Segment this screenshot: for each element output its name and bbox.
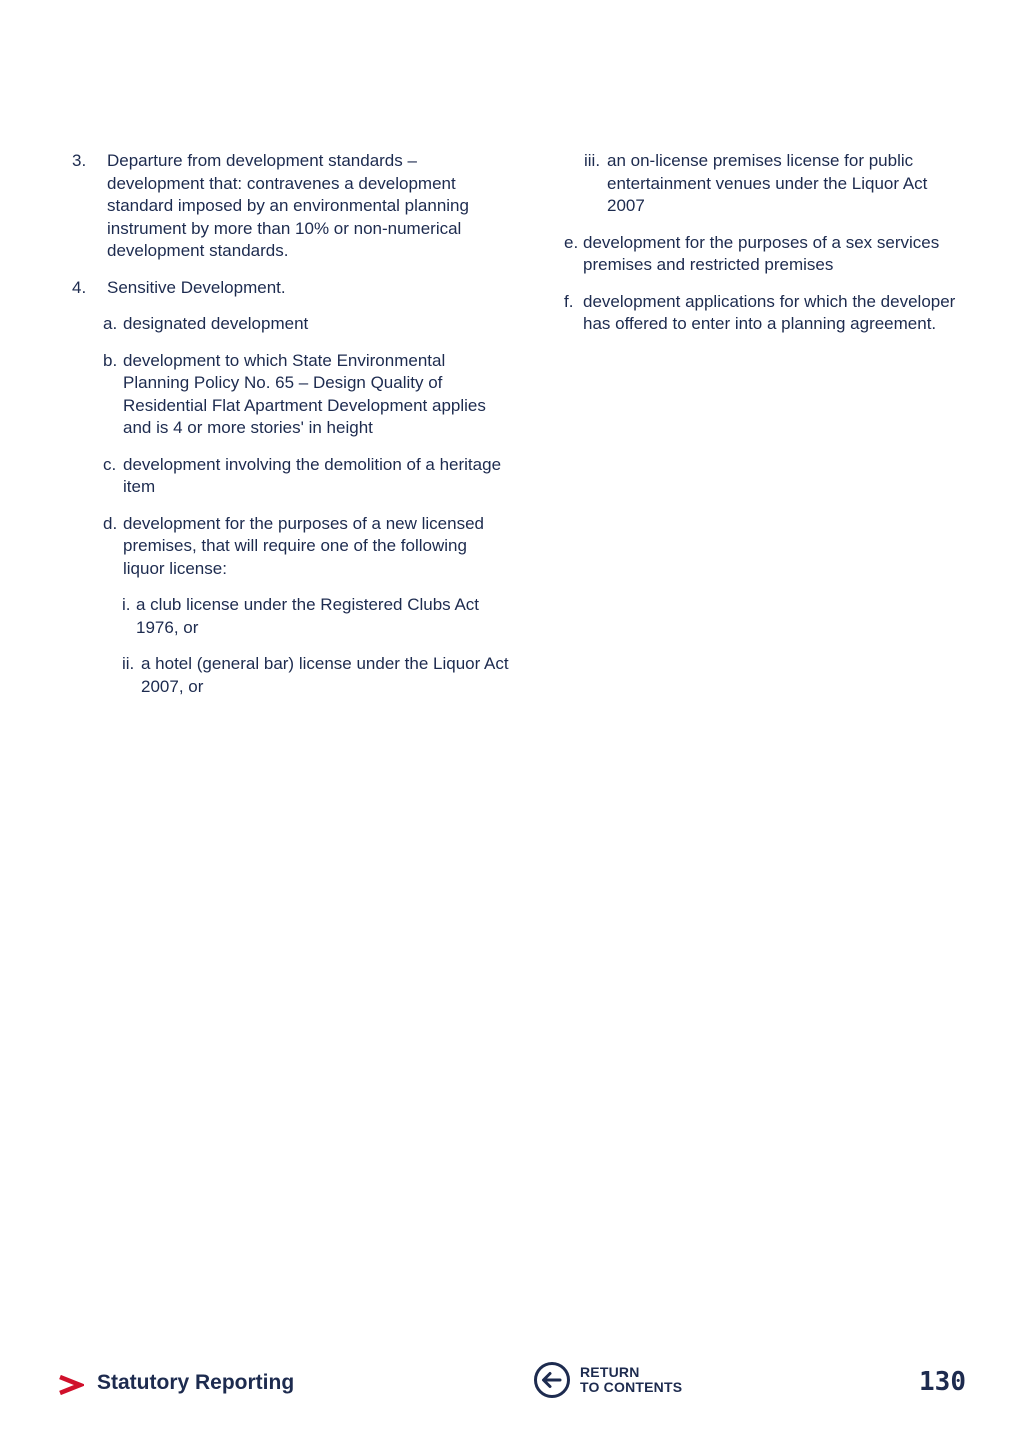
list-item-a xyxy=(103,313,512,336)
page-footer xyxy=(0,1355,1024,1415)
right-column xyxy=(564,150,964,350)
return-line-1: RETURN xyxy=(580,1364,640,1380)
left-column xyxy=(72,150,512,712)
return-to-contents-link[interactable] xyxy=(533,1360,682,1400)
list-text: a hotel (general bar) license under the Liquor Act 2007, or xyxy=(141,654,509,696)
list-text: designated development xyxy=(123,314,309,333)
list-marker: 4. xyxy=(72,277,87,297)
list-marker: i. xyxy=(122,595,131,614)
list-item-iii xyxy=(584,150,964,218)
list-item-e xyxy=(564,232,964,277)
list-marker: ii. xyxy=(122,654,135,673)
list-item-4 xyxy=(72,277,512,300)
list-marker: e. xyxy=(564,232,579,252)
list-item-b xyxy=(103,350,512,440)
list-marker: 3. xyxy=(72,151,87,170)
list-text: an on-license premises license for public entertainment venues under the Liquor Act 2007 xyxy=(607,151,928,215)
page-number: 130 xyxy=(919,1367,966,1397)
return-line-2: TO CONTENTS xyxy=(580,1379,683,1395)
list-text: development for the purposes of a sex services premises and restricted premises xyxy=(583,232,940,274)
list-item-f xyxy=(564,291,964,336)
list-item-d xyxy=(103,513,512,581)
chevron-right-icon xyxy=(58,1375,84,1395)
list-marker: c. xyxy=(103,454,117,474)
list-text: a club license under the Registered Clubs Act 1976, or xyxy=(136,595,480,637)
list-item-i xyxy=(122,594,512,639)
return-label xyxy=(580,1365,682,1395)
list-item-3 xyxy=(72,150,512,263)
list-marker: iii. xyxy=(584,151,601,170)
list-marker: a. xyxy=(103,314,118,333)
section-title: Statutory Reporting xyxy=(97,1371,295,1394)
list-text: development applications for which the developer has offered to enter into a planning agreement. xyxy=(583,291,956,333)
list-text: development to which State Environmental Planning Policy No. 65 – Design Quality of Residential Flat Apartment Development applies and is 4 or more stories' in height xyxy=(123,350,486,437)
list-marker: f. xyxy=(564,291,574,311)
list-text: Departure from development standards – development that: contravenes a development standard imposed by an environmental planning instrument by more than 10% or non-numerical development standards. xyxy=(107,151,469,260)
list-item-c xyxy=(103,454,512,499)
list-marker: d. xyxy=(103,513,118,533)
list-text: development for the purposes of a new licensed premises, that will require one of the following liquor license: xyxy=(123,513,485,578)
list-marker: b. xyxy=(103,350,118,370)
list-text: development involving the demolition of a heritage item xyxy=(123,454,502,496)
list-text: Sensitive Development. xyxy=(107,277,286,297)
arrow-left-circle-icon xyxy=(533,1361,571,1399)
list-item-ii xyxy=(122,653,512,698)
